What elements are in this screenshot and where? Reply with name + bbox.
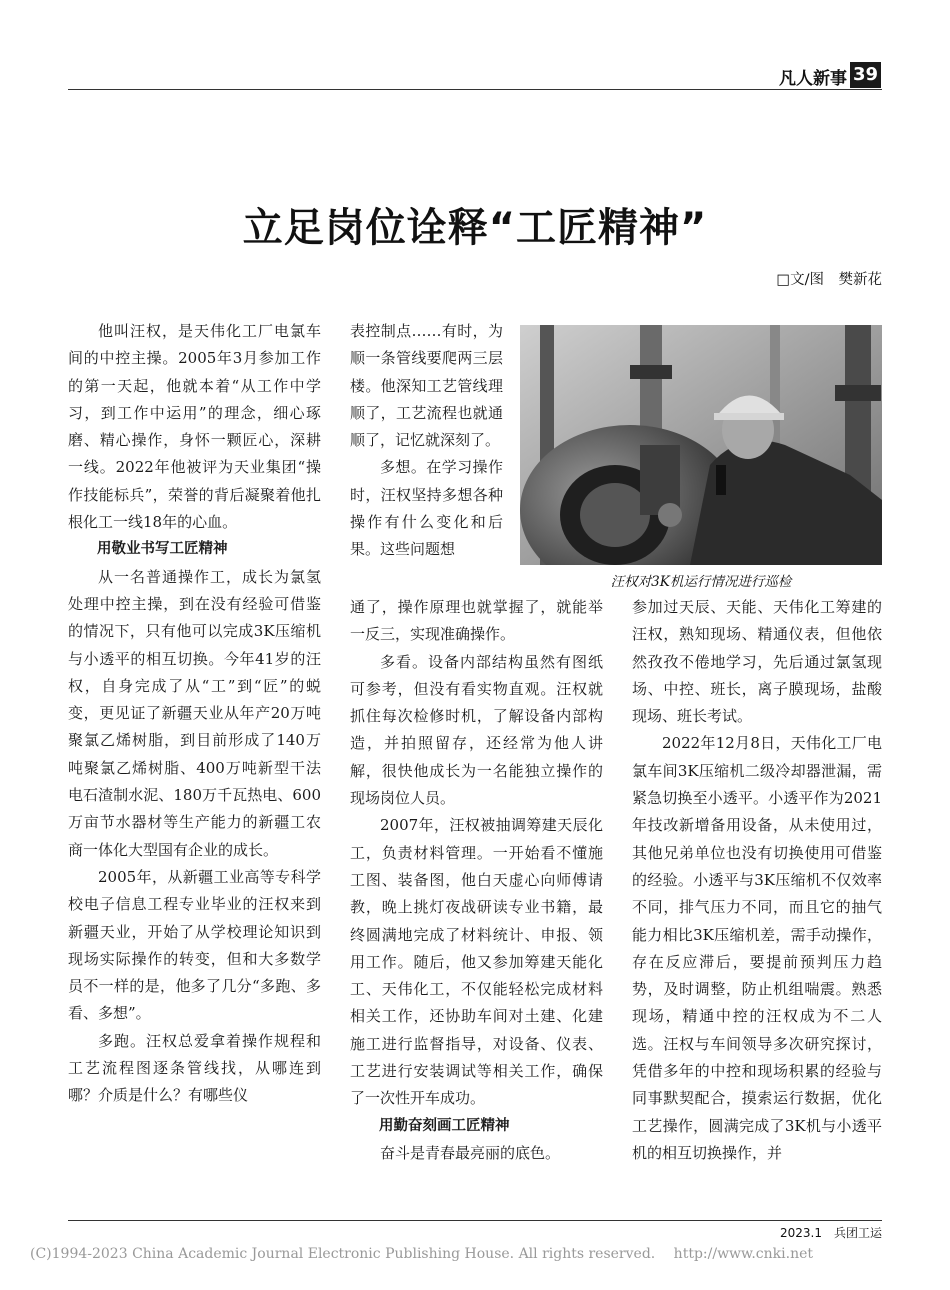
paragraph: 奋斗是青春最亮丽的底色。 <box>380 1143 561 1162</box>
article-title: 立足岗位诠释“工匠精神” <box>242 205 708 251</box>
paragraph: 通了，操作原理也就掌握了，就能举一反三，实现准确操作。 <box>350 598 603 644</box>
subheading: 用敬业书写工匠精神 <box>97 541 228 558</box>
column-2-top <box>350 318 503 564</box>
footer-divider <box>68 1220 882 1221</box>
paragraph: 2005年，从新疆工业高等专科学校电子信息工程专业毕业的汪权来到新疆天业，开始了从学校理论知识到现场实际操作的转变，但和大多数学员不一样的是，他多了几分“多跑、多看、多想”。 <box>68 867 321 1023</box>
column-1 <box>68 318 321 1110</box>
section-name: 凡人新事 <box>779 69 847 89</box>
paragraph: 多看。设备内部结构虽然有图纸可参考，但没有看实物直观。汪权就抓住每次检修时机，了解设备内部构造，并拍照留存，还经常为他人讲解，很快他成长为一名能独立操作的现场岗位人员。 <box>350 652 603 808</box>
column-3 <box>632 594 882 1167</box>
column-2-bottom <box>350 594 603 1167</box>
copyright-watermark: (C)1994-2023 China Academic Journal Electronic Publishing House. All rights reserved. http://www.cnki.net <box>30 1246 814 1262</box>
page-number: 39 <box>850 62 881 88</box>
paragraph: 多跑。汪权总爱拿着操作规程和工艺流程图逐条管线找，从哪连到哪？介质是什么？有哪些仪 <box>68 1031 321 1105</box>
paragraph: 多想。在学习操作时，汪权坚持多想各种操作有什么变化和后果。这些问题想 <box>350 458 503 559</box>
paragraph: 2007年，汪权被抽调筹建天辰化工，负责材料管理。一开始看不懂施工图、装备图，他白天虚心向师傅请教，晚上挑灯夜战研读专业书籍，最终圆满地完成了材料统计、申报、领用工作。随后，他又参加筹建天能化工、天伟化工，不仅能轻松完成材料相关工作，还协助车间对土建、化建施工进行监督指导，对设备、仪表、工艺进行安装调试等相关工作，确保了一次性开车成功。 <box>350 816 603 1108</box>
issue-info: 2023.1 兵团工运 <box>780 1226 882 1240</box>
paragraph: 表控制点……有时，为顺一条管线要爬两三层楼。他深知工艺管线理顺了，工艺流程也就通顺了，记忆就深刻了。 <box>350 322 503 450</box>
header-divider <box>68 89 882 90</box>
article-byline: □文/图 樊新花 <box>776 272 882 288</box>
article-photo <box>520 325 882 565</box>
subheading: 用勤奋刻画工匠精神 <box>379 1117 510 1134</box>
photo-caption: 汪权对3K机运行情况进行巡检 <box>610 574 792 590</box>
paragraph: 参加过天辰、天能、天伟化工筹建的汪权，熟知现场、精通仪表，但他依然孜孜不倦地学习，先后通过氯氢现场、中控、班长，离子膜现场，盐酸现场、班长考试。 <box>632 598 882 726</box>
paragraph: 从一名普通操作工，成长为氯氢处理中控主操，到在没有经验可借鉴的情况下，只有他可以完成3K压缩机与小透平的相互切换。今年41岁的汪权，自身完成了从“工”到“匠”的蜕变，更见证了新疆天业从年产20万吨聚氯乙烯树脂，到目前形成了140万吨聚氯乙烯树脂、400万吨新型干法电石渣制水泥、180万千瓦热电、600万亩节水器材等生产能力的新疆工农商一体化大型国有企业的成长。 <box>68 567 321 859</box>
paragraph: 2022年12月8日，天伟化工厂电氯车间3K压缩机二级冷却器泄漏，需紧急切换至小透平。小透平作为2021年技改新增备用设备，从未使用过，其他兄弟单位也没有切换使用可借鉴的经验。小透平与3K压缩机不仅效率不同，排气压力不同，而且它的抽气能力相比3K压缩机差，需手动操作，存在反应滞后，要提前预判压力趋势，及时调整，防止机组喘震。熟悉现场，精通中控的汪权成为不二人选。汪权与车间领导多次研究探讨，凭借多年的中控和现场积累的经验与同事默契配合，摸索运行数据，优化工艺操作，圆满完成了3K机与小透平机的相互切换操作，并 <box>632 734 882 1162</box>
paragraph: 他叫汪权，是天伟化工厂电氯车间的中控主操。2005年3月参加工作的第一天起，他就本着“从工作中学习，到工作中运用”的理念，细心琢磨、精心操作，身怀一颗匠心，深耕一线。2022年他被评为天业集团“操作技能标兵”，荣誉的背后凝聚着他扎根化工一线18年的心血。 <box>68 322 321 532</box>
worker-inspection-photo <box>520 325 882 565</box>
